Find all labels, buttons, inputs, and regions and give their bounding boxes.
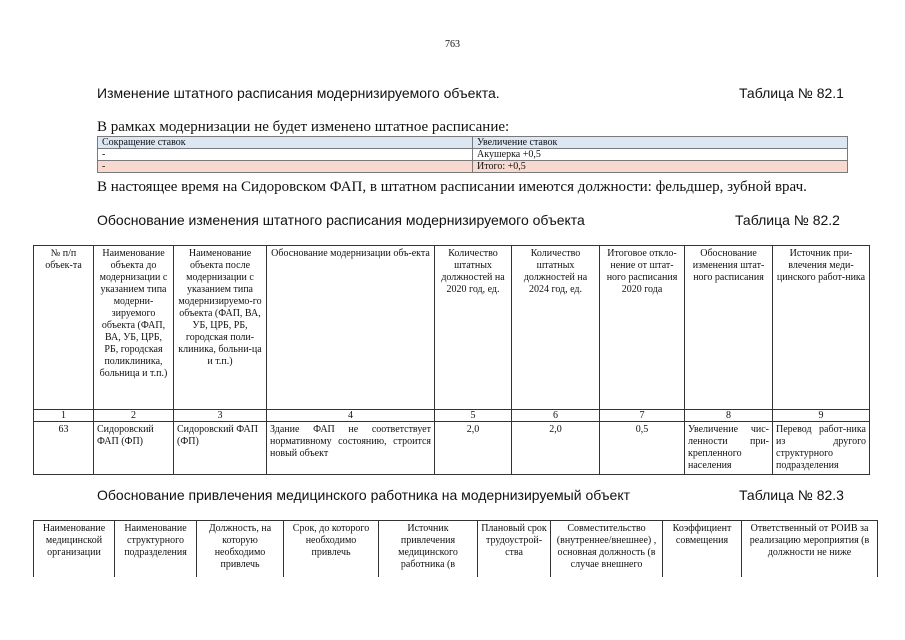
- column-number: 7: [600, 410, 685, 422]
- header-cell: Обоснование изменения штат-ного расписания: [685, 246, 773, 410]
- table-cell: 0,5: [600, 422, 685, 475]
- section3-table-label: Таблица № 82.3: [739, 487, 844, 503]
- table-cell: 2,0: [435, 422, 512, 475]
- header-cell: Плановый срок трудоустрой-ства: [478, 521, 551, 578]
- column-number: 2: [94, 410, 174, 422]
- table-cell: 2,0: [512, 422, 600, 475]
- header-cell: Срок, до которого необходимо привлечь: [284, 521, 379, 578]
- table-row: [98, 149, 848, 161]
- header-increase: Увеличение ставок: [473, 137, 848, 149]
- column-number: 6: [512, 410, 600, 422]
- table-header-row: [98, 137, 848, 149]
- page-number: 763: [445, 39, 460, 50]
- column-number: 5: [435, 410, 512, 422]
- table-cell: Сидоровский ФАП (ФП): [174, 422, 267, 475]
- justification-table: [33, 245, 870, 475]
- table-row: [34, 422, 870, 475]
- table-cell: Увеличение чис-ленности при-крепленного населения: [685, 422, 773, 475]
- header-cell: Наименование структурного подразделения: [115, 521, 197, 578]
- section1-subtitle: В рамках модернизации не будет изменено штатное расписание:: [97, 119, 510, 135]
- table-header-row: [34, 246, 870, 410]
- column-number: 1: [34, 410, 94, 422]
- header-cell: Количество штатных должностей на 2020 год, ед.: [435, 246, 512, 410]
- header-cell: Обоснование модернизации объ-екта: [267, 246, 435, 410]
- header-cell: № п/п объек-та: [34, 246, 94, 410]
- column-number: 4: [267, 410, 435, 422]
- table-cell: -: [98, 161, 473, 173]
- header-cell: Наименование объекта после модернизации с указанием типа модернизируемо-го объекта (ФАП, ВА, УБ, ЦРБ, РБ, городская поли-клиника, больни-ца и т.п.): [174, 246, 267, 410]
- table-cell: Перевод работ-ника из другого структурного подразделения: [773, 422, 870, 475]
- header-cell: Итоговое откло-нение от штат-ного расписания 2020 года: [600, 246, 685, 410]
- column-number: 3: [174, 410, 267, 422]
- section3-title: Обоснование привлечения медицинского работника на модернизируемый объект: [97, 487, 631, 503]
- table-cell: Сидоровский ФАП (ФП): [94, 422, 174, 475]
- section2-table-label: Таблица № 82.2: [735, 212, 840, 228]
- table-cell: -: [98, 149, 473, 161]
- header-cell: Наименование медицинской организации: [34, 521, 115, 578]
- header-cell: Должность, на которую необходимо привлечь: [197, 521, 284, 578]
- staff-change-table: [97, 136, 848, 173]
- table-header-row: [34, 521, 878, 578]
- section1-title: Изменение штатного расписания модернизируемого объекта.: [97, 85, 500, 101]
- table-row: [98, 161, 848, 173]
- header-cell: Совместительство (внутреннее/внешнее) , основная должность (в случае внешнего: [551, 521, 663, 578]
- recruitment-table: [33, 520, 878, 577]
- section1-table-label: Таблица № 82.1: [739, 85, 844, 101]
- header-cell: Источник при-влечения меди-цинского работ-ника: [773, 246, 870, 410]
- column-number-row: [34, 410, 870, 422]
- header-cell: Ответственный от РОИВ за реализацию мероприятия (в должности не ниже: [742, 521, 878, 578]
- column-number: 9: [773, 410, 870, 422]
- header-cell: Количество штатных должностей на 2024 год, ед.: [512, 246, 600, 410]
- section1-note: В настоящее время на Сидоровском ФАП, в штатном расписании имеются должности: фельдшер, зубной врач.: [97, 179, 807, 195]
- section2-title: Обоснование изменения штатного расписания модернизируемого объекта: [97, 212, 585, 228]
- table-cell: 63: [34, 422, 94, 475]
- header-cell: Источник привлечения медицинского работника (в: [379, 521, 478, 578]
- header-cell: Коэффициент совмещения: [663, 521, 742, 578]
- header-reduction: Сокращение ставок: [98, 137, 473, 149]
- column-number: 8: [685, 410, 773, 422]
- table-cell: Итого: +0,5: [473, 161, 848, 173]
- header-cell: Наименование объекта до модернизации с указанием типа модерни-зируемого объекта (ФАП, ВА, УБ, ЦРБ, РБ, городская поликлиника, больница и т.п.): [94, 246, 174, 410]
- table-cell: Акушерка +0,5: [473, 149, 848, 161]
- table-cell: Здание ФАП не соответствует нормативному состоянию, строится новый объект: [267, 422, 435, 475]
